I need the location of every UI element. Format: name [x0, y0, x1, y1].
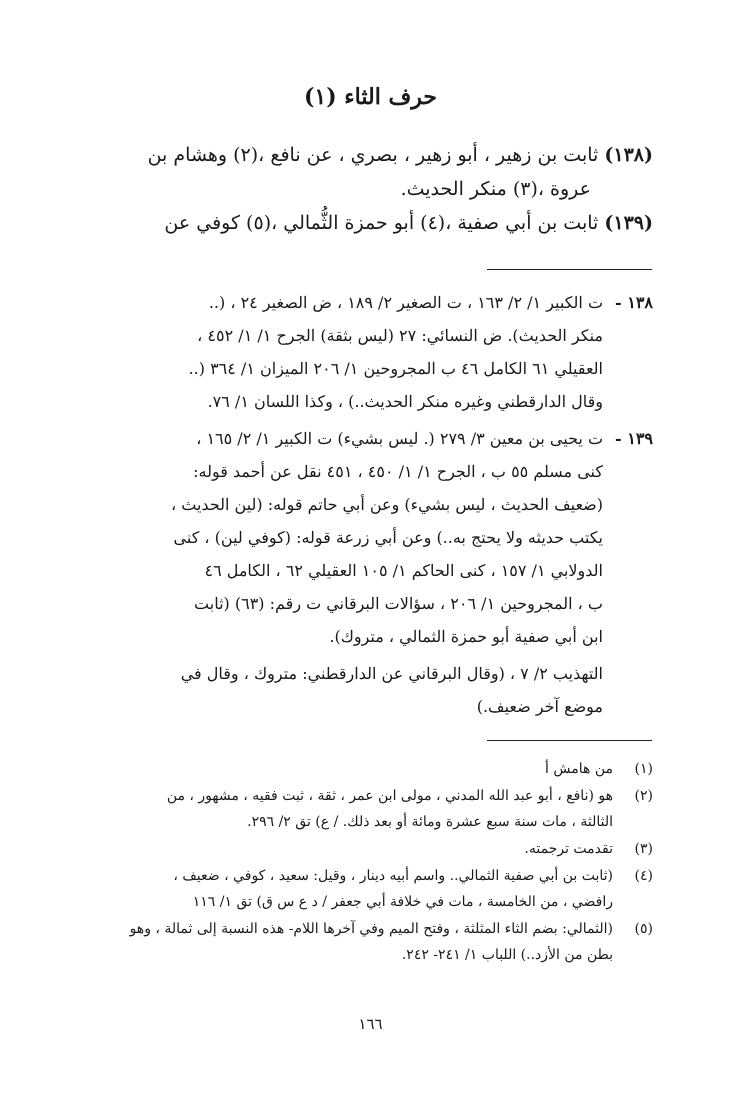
footnote-marker: (٥): [634, 921, 653, 937]
footnote-5: [92, 916, 653, 968]
footnote-4: [92, 863, 653, 915]
note-line: منكر الحديث). ض النسائي: ٢٧ (ليس بثقة) الجرح ١/ ١/ ٤٥٢ ،: [197, 326, 603, 345]
note-line: (ضعيف الحديث ، ليس بشيء) وعن أبي حاتم قوله: (لين الحديث ،: [171, 495, 603, 514]
entry-138-continuation: عروة ،(٣) منكر الحديث.: [400, 178, 591, 200]
footnote-marker: (٤): [634, 868, 653, 884]
note-number: ١٣٩ -: [615, 429, 653, 448]
footnote-1: [92, 756, 653, 782]
footnote-body: [92, 863, 613, 915]
page-number: ١٦٦: [358, 1015, 383, 1033]
footnote-line: بطن من الأزد..) اللباب ١/ ٢٤١- ٢٤٢.: [401, 947, 613, 963]
note-line: وقال الدارقطني وغيره منكر الحديث..) ، وكذا اللسان ١/ ٧٦.: [207, 392, 603, 411]
footnote-marker: (١): [634, 761, 653, 777]
footnote-body: [92, 783, 613, 835]
note-138: [96, 286, 653, 418]
note-body: [96, 422, 603, 653]
footnote-line: هو (نافع ، أبو عبد الله المدني ، مولى ابن عمر ، ثقة ، ثبت فقيه ، مشهور ، من: [166, 788, 613, 804]
note-line: يكتب حديثه ولا يحتج به..) وعن أبي زرعة قوله: (كوفي لين) ، كنى: [173, 528, 603, 547]
note-line: الدولابي ١/ ١٥٧ ، كنى الحاكم ١/ ١٠٥ العقيلي ٦٢ ، الكامل ٤٦: [204, 561, 603, 580]
entry-139: [100, 206, 653, 240]
section-heading: حرف الثاء (١): [303, 84, 438, 110]
note-line: ت يحيى بن معين ٣/ ٢٧٩ (. ليس بشيء) ت الكبير ١/ ٢/ ١٦٥ ،: [196, 429, 603, 448]
footnote-3: [92, 836, 653, 862]
footnote-line: من هامش أ: [545, 761, 613, 777]
note-139: [96, 422, 653, 653]
main-text: [100, 138, 653, 240]
footnote-line: رافضي ، من الخامسة ، مات في خلافة أبي جعفر / د ع س ق) تق ١/ ١١٦: [192, 894, 613, 910]
footnote-divider: [487, 740, 652, 741]
note-continuation-line: موضع آخر ضعيف.): [476, 697, 603, 716]
footnote-2: [92, 783, 653, 835]
note-body: [96, 286, 603, 418]
footnote-body: [92, 836, 613, 862]
entry-138: [100, 138, 653, 172]
note-line: ابن أبي صفية أبو حمزة الثمالي ، متروك).: [329, 627, 603, 646]
note-number: ١٣٨ -: [615, 293, 653, 312]
entry-text: ثابت بن زهير ، أبو زهير ، بصري ، عن نافع ،(٢) وهشام بن: [147, 144, 599, 166]
editor-notes: [96, 286, 653, 723]
footnote-marker: (٢): [634, 788, 653, 804]
footnote-line: (الثمالي: بضم الثاء المثلثة ، وفتح الميم وفي آخرها اللام- هذه النسبة إلى ثمالة ، وهو: [129, 921, 613, 937]
footnote-marker: (٣): [634, 841, 653, 857]
note-line: العقيلي ٦١ الكامل ٤٦ ب المجروحين ١/ ٢٠٦ الميزان ١/ ٣٦٤ (..: [188, 359, 603, 378]
footnote-line: تقدمت ترجمته.: [524, 841, 613, 857]
entry-text: ثابت بن أبي صفية ،(٤) أبو حمزة الثُّمالي ،(٥) كوفي عن: [164, 212, 599, 234]
footnotes: [92, 756, 653, 969]
entry-number: (١٣٩): [604, 212, 653, 234]
note-line: كنى مسلم ٥٥ ب ، الجرح ١/ ١/ ٤٥٠ ، ٤٥١ نقل عن أحمد قوله:: [193, 462, 603, 481]
note-line: ب ، المجروحين ١/ ٢٠٦ ، سؤالات البرقاني ت رقم: (٦٣) (ثابت: [194, 594, 603, 613]
main-divider: [487, 269, 652, 270]
footnote-line: (ثابت بن أبي صفية الثمالي.. واسم أبيه دينار ، وقيل: سعيد ، كوفي ، ضعيف ،: [173, 868, 613, 884]
entry-number: (١٣٨): [604, 144, 653, 166]
footnote-body: [92, 916, 613, 968]
footnote-body: [92, 756, 613, 782]
note-line: ت الكبير ١/ ٢/ ١٦٣ ، ت الصغير ٢/ ١٨٩ ، ض الصغير ٢٤ ، (..: [208, 293, 603, 312]
footnote-line: الثالثة ، مات سنة سبع عشرة ومائة أو بعد ذلك. / ع) تق ٢/ ٢٩٦.: [247, 814, 613, 830]
note-continuation-line: التهذيب ٢/ ٧ ، (وقال البرقاني عن الدارقطني: متروك ، وقال في: [180, 664, 603, 683]
